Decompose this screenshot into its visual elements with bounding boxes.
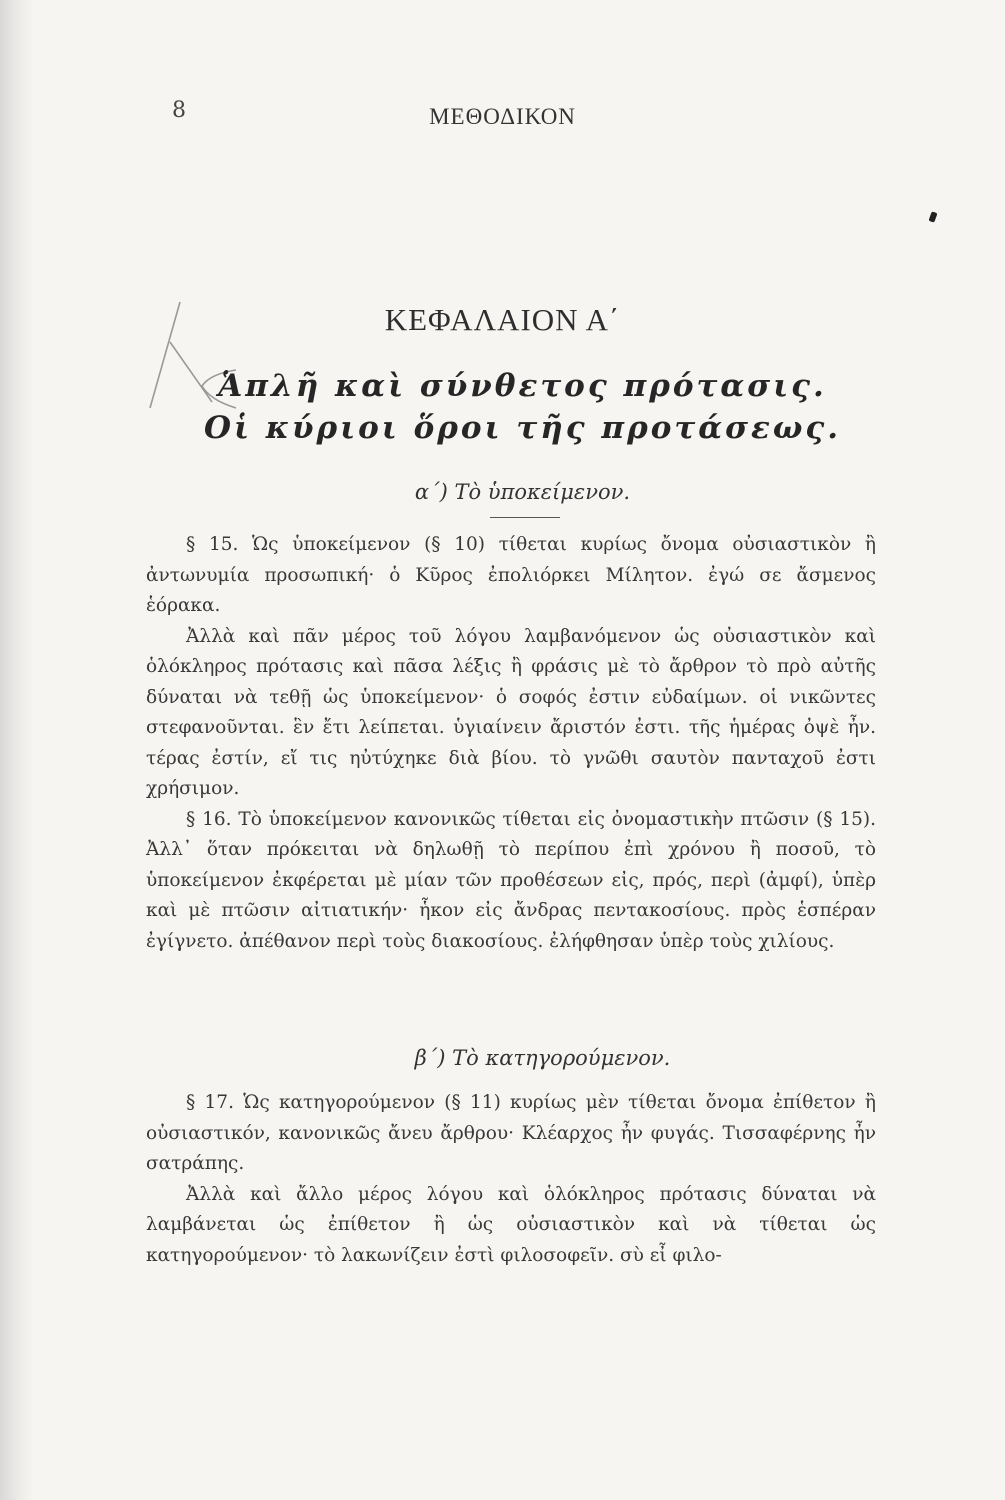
section-rule	[490, 517, 560, 518]
paragraph-17: § 17. Ὡς κατηγορούμενον (§ 11) κυρίως μὲν τίθεται ὄνομα ἐπίθετον ἢ οὐσιαστικόν, κανονικῶς ἄνευ ἄρθρου· Κλέαρχος ἦν φυγάς. Τισσαφέρνης ἦν σατράπης.	[146, 1092, 876, 1174]
section-a-heading: α΄) Τὸ ὑποκείμενον.	[414, 480, 631, 504]
paragraph-15-continued: Ἀλλὰ καὶ πᾶν μέρος τοῦ λόγου λαμβανόμενον ὡς οὐσιαστικὸν καὶ ὁλόκληρος πρότασις καὶ πᾶσα λέξις ἢ φράσις μὲ τὸ ἄρθρον τὸ πρὸ αὐτῆς δύναται νὰ τεθῇ ὡς ὑποκείμενον· ὁ σοφός ἐστιν εὐδαίμων. οἱ νικῶντες στεφανοῦνται. ἓν ἔτι λείπεται. ὑγιαίνειν ἄριστόν ἐστι. τῆς ἡμέρας ὀψὲ ἦν. τέρας ἐστίν, εἴ τις ηὐτύχηκε διὰ βίου. τὸ γνῶθι σαυτὸν πανταχοῦ ἐστι χρήσιμον.	[146, 625, 876, 799]
page-number: 8	[172, 98, 186, 123]
paragraph-17-continued: Ἀλλὰ καὶ ἄλλο μέρος λόγου καὶ ὁλόκληρος πρότασις δύναται νὰ λαμβάνεται ὡς ἐπίθετον ἢ ὡς οὐσιαστικὸν καὶ νὰ τίθεται ὡς κατηγορούμενον· τὸ λακωνίζειν ἐστὶ φιλοσοφεῖν. σὺ εἶ φιλο-	[146, 1183, 876, 1266]
chapter-heading-line-2: Οἱ κύριοι ὅροι τῆς προτάσεως.	[203, 410, 842, 446]
chapter-heading-line-1: Ἁπλῆ καὶ σύνθετος πρότασις.	[218, 368, 827, 404]
running-head: ΜΕΘΟΔΙΚΟΝ	[429, 104, 576, 129]
scan-binding-edge	[0, 0, 34, 1500]
paragraph-15: § 15. Ὡς ὑποκείμενον (§ 10) τίθεται κυρίως ὄνομα οὐσιαστικὸν ἢ ἀντωνυμία προσωπική· ὁ Κῦρος ἐπολιόρκει Μίλητον. ἐγώ σε ἄσμενος ἑόρακα.	[146, 534, 876, 616]
section-a-body	[146, 530, 876, 957]
section-b-heading: β΄) Τὸ κατηγορούμενον.	[414, 1046, 671, 1070]
paragraph-16: § 16. Τὸ ὑποκείμενον κανονικῶς τίθεται εἰς ὀνομαστικὴν πτῶσιν (§ 15). Ἀλλ᾽ ὅταν πρόκειται νὰ δηλωθῇ τὸ περίπου ἐπὶ χρόνου ἢ ποσοῦ, τὸ ὑποκείμενον ἐκφέρεται μὲ μίαν τῶν προθέσεων εἰς, πρός, περὶ (ἀμφί), ὑπὲρ καὶ μὲ πτῶσιν αἰτιατικήν· ἧκον εἰς ἄνδρας πεντακοσίους. πρὸς ἑσπέραν ἐγίγνετο. ἀπέθανον περὶ τοὺς διακοσίους. ἐλήφθησαν ὑπὲρ τοὺς χιλίους.	[146, 808, 876, 952]
pencil-mark	[928, 211, 937, 222]
section-b-body	[146, 1088, 876, 1271]
chapter-title: ΚΕΦΑΛΑΙΟΝ Α΄	[384, 302, 621, 337]
